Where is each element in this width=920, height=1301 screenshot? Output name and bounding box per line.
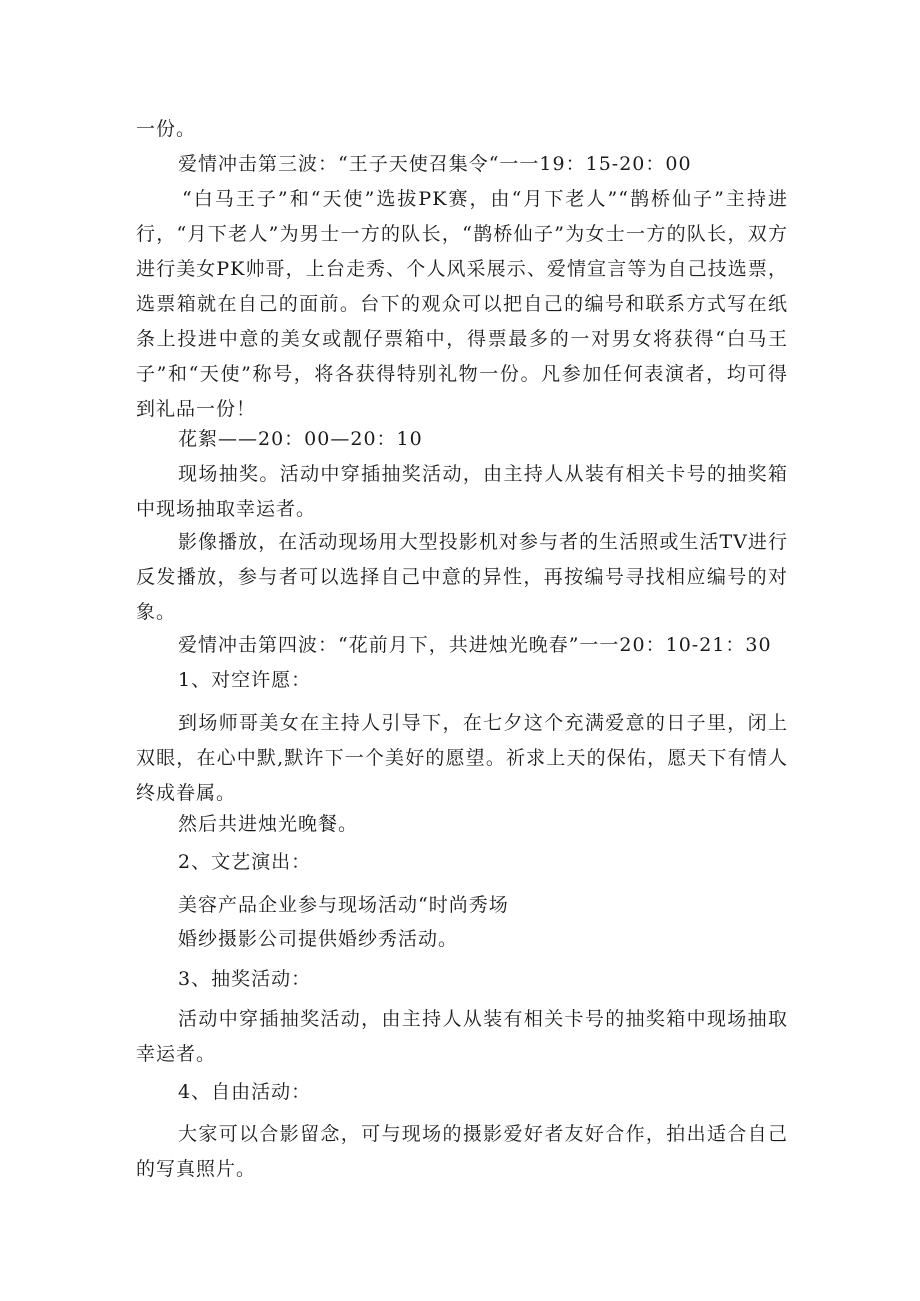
section-heading-wave-three: 爱情冲击第三波：“王子天使召集令“一一19：15-20：00 (178, 153, 692, 175)
paragraph-lottery-activity: 活动中穿插抽奖活动，由主持人从装有相关卡号的抽奖箱中现场抽取幸运者。 (136, 1008, 788, 1065)
item-heading-free-activity: 4、自由活动： (178, 1081, 312, 1103)
paragraph-selection-contest: “白马王子”和“天使”选拔PK赛，由“月下老人”“鹊桥仙子”主持进行，“月下老人”为男士一方的队长，“鹊桥仙子”为女士一方的队长，双方进行美女PK帅哥，上台走秀、个人风采展示、爱情宣言等为自己技选票，选票箱就在自己的面前。台下的观众可以把自己的编号和联系方式写在纸条上投进中意的美女或靓仔票箱中，得票最多的一对男女将获得“白马王子”和“天使”称号，将各获得特别礼物一份。凡参加任何表演者，均可得到礼品一份！ (136, 188, 788, 420)
paragraph-beauty-show: 美容产品企业参与现场活动“时尚秀场 (178, 894, 509, 916)
paragraph-wedding-show: 婚纱摄影公司提供婚纱秀活动。 (178, 928, 459, 950)
item-heading-lottery: 3、抽奖活动： (178, 968, 312, 990)
item-heading-performance: 2、文艺演出： (178, 851, 312, 873)
section-heading-wave-four: 爱情冲击第四波：“花前月下，共进烛光晚春”一一20：10-21：30 (178, 634, 772, 656)
section-heading-highlights: 花絮——20：00—20：10 (178, 428, 423, 450)
paragraph-free-activity: 大家可以合影留念，可与现场的摄影爱好者友好合作，拍出适合自己的写真照片。 (136, 1123, 788, 1180)
paragraph-lottery: 现场抽奖。活动中穿插抽奖活动，由主持人从装有相关卡号的抽奖箱中现场抽取幸运者。 (136, 463, 788, 520)
paragraph-dinner: 然后共进烛光晚餐。 (178, 813, 359, 835)
paragraph-continuation: 一份。 (136, 118, 197, 140)
item-heading-wishing: 1、对空许愿： (178, 669, 312, 691)
paragraph-wishing: 到场师哥美女在主持人引导下，在七夕这个充满爱意的日子里，闭上双眼，在心中默,默许下一个美好的愿望。祈求上天的保佑，愿天下有情人终成眷属。 (136, 712, 788, 804)
paragraph-video-playback: 影像播放，在活动现场用大型投影机对参与者的生活照或生活TV进行反发播放，参与者可以选择自己中意的异性，再按编号寻找相应编号的对象。 (136, 531, 788, 623)
